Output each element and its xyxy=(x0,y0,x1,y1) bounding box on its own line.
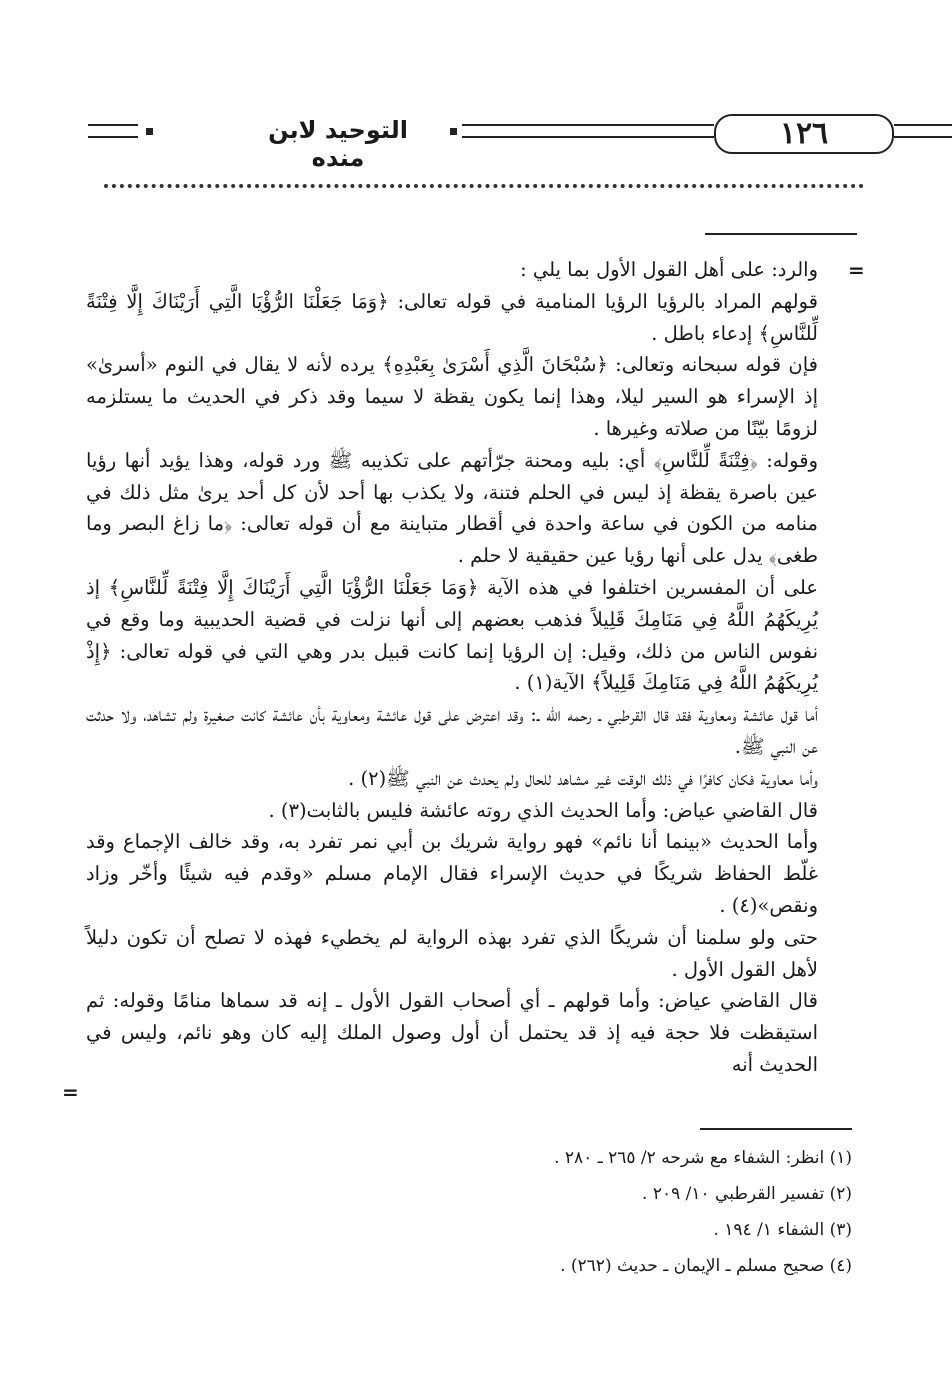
header-square-ornament xyxy=(146,128,153,135)
running-header xyxy=(88,112,868,172)
footnote: (٢) تفسير القرطبي ١٠/ ٢٠٩ . xyxy=(642,1184,852,1204)
header-rule xyxy=(894,124,952,126)
paragraph: فإن قوله سبحانه وتعالى: ﴿سُبْحَانَ الَّذِي أَسْرَىٰ بِعَبْدِهِ﴾ يرده لأنه لا يقال في النوم «أسرىٰ» إذ الإسراء هو السير ليلا، وهذا إنما يكون يقظة لا سيما وقد ذكر في الحديث ما يستلزمه لزومًا بيّنًا من صلاته وغيرها . xyxy=(86,353,818,440)
section-rule xyxy=(705,233,857,235)
page-number: ١٢٦ xyxy=(714,114,894,154)
paragraph: وأما معاوية فكان كافرًا في ذلك الوقت غير مشاهد للحال ولم يحدث عن النبي ﷺ(٢) . xyxy=(348,766,818,790)
paragraph: قولهم المراد بالرؤيا الرؤيا المنامية في قوله تعالى: ﴿وَمَا جَعَلْنَا الرُّؤْيَا الَّتِي أَرَيْنَاكَ إِلَّا فِتْنَةً لِّلنَّاسِ﴾ إدعاء باطل . xyxy=(86,289,818,345)
paragraph: والرد: على أهل القول الأول بما يلي : xyxy=(520,258,818,281)
header-rule xyxy=(894,136,952,138)
paragraph: أما قول عائشة ومعاوية فقد قال القرطبي ـ رحمه الله ـ: وقد اعترض على قول عائشة ومعاوية بأن عائشة كانت صغيرة ولم تشاهد، ولا حدثت عن النبي ﷺ. xyxy=(86,703,818,758)
book-title: التوحيد لابن منده xyxy=(238,116,438,150)
paragraph: وقوله: ﴿فِتْنَةً لِّلنَّاسِ﴾ أي: بليه ومحنة جرّأتهم على تكذيبه ﷺ ورد قوله، وهذا يؤيد أنها رؤيا عين باصرة يقظة إذ ليس في الحلم فتنة، ولا يكذب بها أحد لأن كل أحد يرىٰ مثل ذلك في منامه من الكون في ساعة واحدة في أقطار متباينة مع أن قوله تعالى: ﴿ما زاغ البصر وما طغى﴾ يدل على أنها رؤيا عين حقيقية لا حلم . xyxy=(86,448,818,568)
continuation-mark-start: = xyxy=(848,258,865,282)
header-rule xyxy=(462,136,714,138)
header-rule xyxy=(462,124,714,126)
paragraph: على أن المفسرين اختلفوا في هذه الآية ﴿وَمَا جَعَلْنَا الرُّؤْيَا الَّتِي أَرَيْنَاكَ إِلَّا فِتْنَةً لِّلنَّاسِ﴾ إذ يُرِيكَهُمُ اللَّهُ فِي مَنَامِكَ قَلِيلاً فذهب بعضهم إلى أنها نزلت في قضية الحديبية وما وقع في نفوس الناس من ذلك، وقيل: إن الرؤيا إنما كانت قبيل بدر وهي التي في قوله تعالى: ﴿إِذْ يُرِيكَهُمُ اللَّهُ فِي مَنَامِكَ قَلِيلاً﴾ الآية(١) . xyxy=(86,575,818,695)
header-square-ornament xyxy=(450,128,457,135)
header-rule xyxy=(88,136,138,138)
footnote: (٤) صحيح مسلم ـ الإيمان ـ حديث (٢٦٢) . xyxy=(560,1256,852,1276)
footnote-rule xyxy=(700,1128,852,1130)
paragraph: قال القاضي عياض: وأما الحديث الذي روته عائشة فليس بالثابت(٣) . xyxy=(268,798,818,822)
footnote: (٣) الشفاء ١/ ١٩٤ . xyxy=(713,1220,852,1240)
footnotes xyxy=(200,1140,852,1284)
paragraph: وأما الحديث «بينما أنا نائم» فهو رواية شريك بن أبي نمر تفرد به، وقد خالف الإجماع وقد غلّط الحفاظ شريكًا في حديث الإسراء فقال الإمام مسلم «وقدم فيه شيئًا وأخّر وزاد ونقص»(٤) . xyxy=(86,830,818,917)
continuation-mark-end: = xyxy=(62,1080,79,1104)
paragraph: قال القاضي عياض: وأما قولهم ـ أي أصحاب القول الأول ـ إنه قد سماها منامًا وقوله: ثم استيقظت فلا حجة فيه إذ قد يحتمل أن أول وصول الملك إليه كان وهو نائم، وليس في الحديث أنه xyxy=(86,989,818,1076)
footnote: (١) انظر: الشفاء مع شرحه ٢/ ٢٦٥ ـ ٢٨٠ . xyxy=(554,1148,852,1168)
paragraph: حتى ولو سلمنا أن شريكًا الذي تفرد بهذه الرواية لم يخطيء فهذه لا تصلح أن تكون دليلاً لأهل القول الأول . xyxy=(86,925,818,981)
body-text xyxy=(86,254,818,1081)
header-rule xyxy=(88,124,138,126)
dotted-divider xyxy=(104,184,864,188)
